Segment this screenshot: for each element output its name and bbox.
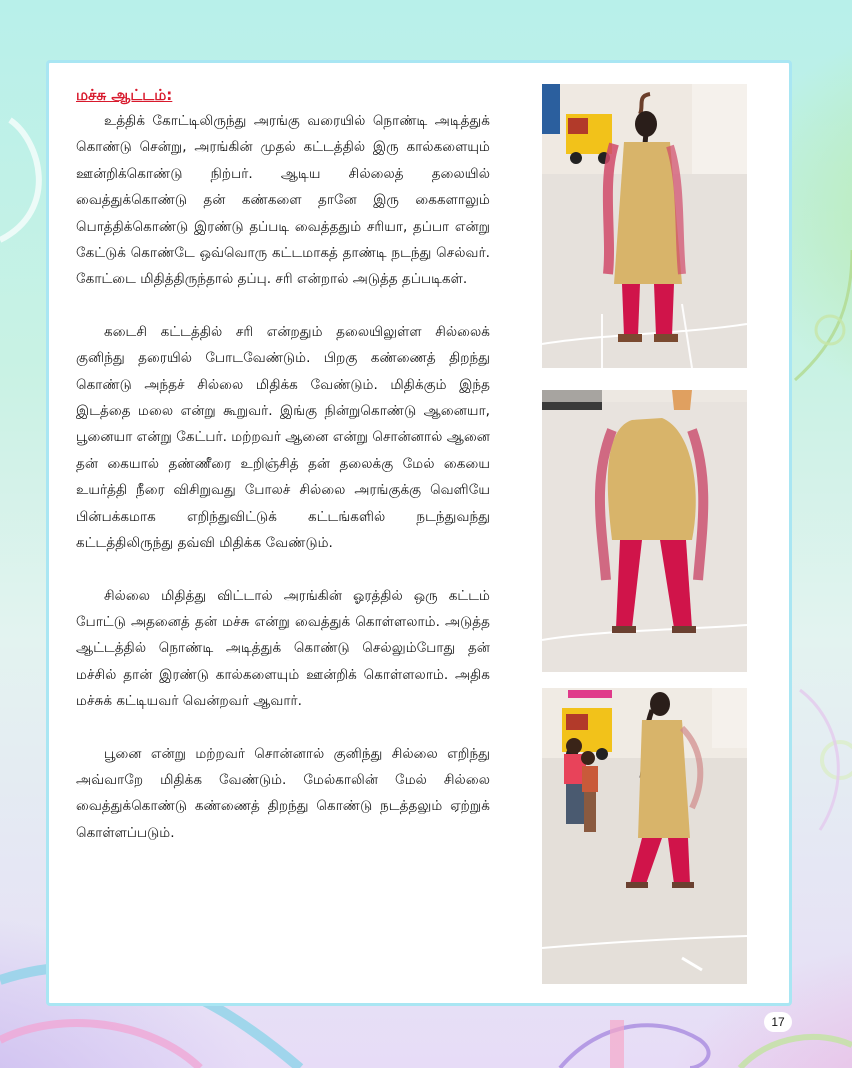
paragraph-2: கடைசி கட்டத்தில் சரி என்றதும் தலையிலுள்ள சில்லைக் குனிந்து தரையில் போடவேண்டும். பிறகு கண்ணைத் திறந்து கொண்டு அந்தச் சில்லை மிதிக்க வேண்டும். மிதிக்கும் இந்த இடத்தை மலை என்று கூறுவர். இங்கு நின்றுகொண்டு ஆனையா, பூனையா என்று கேட்பர். மற்றவர் ஆனை என்று சொன்னால் ஆனை தன் கையால் தண்ணீரை உறிஞ்சித் தன் தலைக்கு மேல் கையை உயர்த்தி நீரை விசிறுவது போலச் சில்லை அரங்குக்கு வெளியே பின்பக்கமாக எறிந்துவிட்டுக் கட்டங்களில் நடந்துவந்து கட்டத்திலிருந்து தவ்வி மிதிக்க வேண்டும். <box>76 323 490 552</box>
article-heading: மச்சு ஆட்டம்: <box>76 86 173 104</box>
photo-girl-bending <box>542 390 747 672</box>
paragraph-4: பூனை என்று மற்றவர் சொன்னால் குனிந்து சில்லை எறிந்து அவ்வாறே மிதிக்க வேண்டும். மேல்காலின் மேல் சில்லை வைத்துக்கொண்டு கண்ணைத் திறந்து கொண்டு நடத்தலும் ஏற்றுக் கொள்ளப்படும். <box>76 745 490 841</box>
paragraph-3: சில்லை மிதித்து விட்டால் அரங்கின் ஓரத்தில் ஒரு கட்டம் போட்டு அதனைத் தன் மச்சு என்று வைத்துக் கொள்ளலாம். அடுத்த ஆட்டத்தில் நொண்டி அடித்துக் கொண்டு செல்லும்போது தன் மச்சில் தான் இரண்டு கால்களையும் ஊன்றிக் கொள்ளலாம். அதிக மச்சுக் கட்டியவர் வென்றவர் ஆவார். <box>76 587 490 710</box>
article <box>76 84 490 846</box>
photo-girl-with-children <box>542 688 747 984</box>
photo-girl-hand-on-head <box>542 84 747 368</box>
page-number: 17 <box>764 1012 792 1032</box>
paragraph-1: உத்திக் கோட்டிலிருந்து அரங்கு வரையில் நொண்டி அடித்துக் கொண்டு சென்று, அரங்கின் முதல் கட்டத்தில் இரு கால்களையும் ஊன்றிக்கொண்டு நிற்பர். ஆடிய சில்லைத் தலையில் வைத்துக்கொண்டு தன் கண்களை தானே இரு கைகளாலும் பொத்திக்கொண்டு இரண்டு தப்படி வைத்ததும் சரியா, தப்பா என்று கேட்டுக் கொண்டே ஒவ்வொரு கட்டமாகத் தாண்டி நடந்து செல்வர். கோட்டை மிதித்திருந்தால் தப்பு. சரி என்றால் அடுத்த தப்படிகள். <box>76 113 490 288</box>
